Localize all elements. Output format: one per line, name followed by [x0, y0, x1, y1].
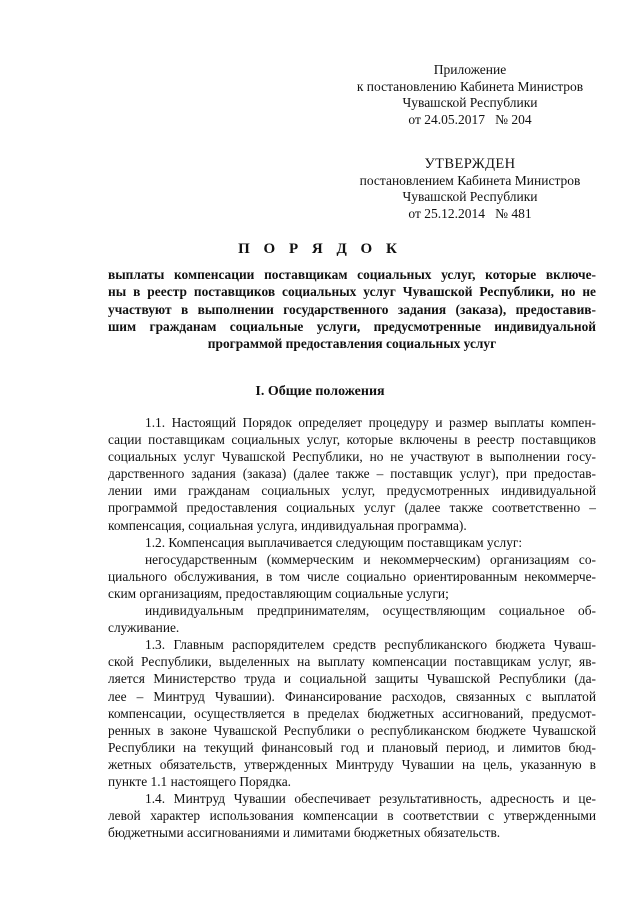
- body-line: ской Республики, выделенных на выплату компенсации поставщикам услуг, яв-: [108, 654, 596, 670]
- approval-line: Чувашской Республики: [402, 189, 538, 204]
- body-line: лении ими гражданам социальных услуг, предусмотренных индивидуальной: [108, 483, 596, 499]
- body-line: бюджетными ассигнованиями и лимитами бюджетных обязательств.: [108, 825, 501, 841]
- body-line: социальных услуг Чувашской Республики, но не участвуют в выполнении госу-: [108, 449, 596, 465]
- appendix-stamp: [350, 62, 590, 128]
- appendix-date-line: от 24.05.2017 № 204: [408, 111, 532, 127]
- appendix-line: к постановлению Кабинета Министров: [356, 78, 584, 94]
- body-line: циального обслуживания, в том числе социально ориентированным некоммерче-: [108, 568, 596, 584]
- body-line: Республики на текущий финансовый год и плановый период, и лимитов бюд-: [108, 739, 596, 755]
- approval-line: постановлением Кабинета Министров: [359, 172, 581, 188]
- body-line: компенсации, осуществляется в пределах бюджетных ассигнований, предусмот-: [108, 705, 596, 721]
- subtitle-line: участвуют в выполнении государственного задания (заказа), предоставив-: [108, 301, 596, 317]
- body-line: дарственного задания (заказа) (далее также – поставщик услуг), при предостав-: [108, 466, 596, 482]
- body-line: компенсация, социальная услуга, индивидуальная программа).: [108, 517, 467, 533]
- body-line: жетных обязательств, утвержденных Минтруду Чувашии на цель, указанную в: [108, 756, 596, 772]
- appendix-line: Чувашской Республики: [402, 95, 538, 110]
- body-line: пункте 1.1 настоящего Порядка.: [108, 773, 291, 789]
- body-line: 1.1. Настоящий Порядок определяет процедуру и размер выплаты компен-: [145, 415, 596, 430]
- body-line: 1.2. Компенсация выплачивается следующим поставщикам услуг:: [145, 534, 523, 550]
- body-line: ским организациям, предоставляющим социальные услуги;: [108, 585, 449, 601]
- subtitle-line: программой предоставления социальных услуг: [207, 336, 497, 352]
- body-line: программой предоставления социальных услуг (далее также соответственно –: [108, 500, 596, 516]
- body-line: 1.3. Главным распорядителем средств республиканского бюджета Чуваш-: [145, 637, 596, 653]
- section-heading: I. Общие положения: [255, 384, 385, 399]
- body-line: негосударственным (коммерческим и некоммерческим) организациям со-: [145, 551, 596, 567]
- body-line: сации поставщикам социальных услуг, которые включены в реестр поставщиков: [108, 432, 596, 448]
- subtitle-line: шим гражданам социальные услуги, предусмотренные индивидуальной: [108, 318, 596, 334]
- body-line: 1.4. Минтруд Чувашии обеспечивает результативность, адресность и це-: [145, 791, 596, 807]
- approval-stamp: [348, 156, 592, 222]
- body-line: ляется Министерство труда и социальной защиты Чувашской Республики (да-: [108, 671, 596, 687]
- subtitle-line: выплаты компенсации поставщикам социальных услуг, которые включе-: [108, 267, 596, 282]
- approval-heading: УТВЕРЖДЕН: [424, 156, 516, 172]
- body-line: служивание.: [108, 620, 180, 636]
- subtitle-line: ны в реестр поставщиков социальных услуг Чувашской Республики, но не: [108, 284, 596, 300]
- body-line: лее – Минтруд Чувашии). Финансирование расходов, связанных с выплатой: [108, 688, 596, 704]
- appendix-line: Приложение: [433, 62, 507, 77]
- body-line: индивидуальным предпринимателям, осуществляющим социальное об-: [145, 603, 596, 619]
- approval-date-line: от 25.12.2014 № 481: [408, 205, 532, 221]
- document-body: [108, 414, 596, 841]
- document-title: П О Р Я Д О К: [238, 241, 402, 257]
- body-line: левой характер использования компенсации в соответствии с утвержденными: [108, 808, 596, 824]
- body-line: ренных в законе Чувашской Республики о республиканском бюджете Чувашской: [108, 722, 596, 738]
- document-subtitle: [108, 266, 596, 352]
